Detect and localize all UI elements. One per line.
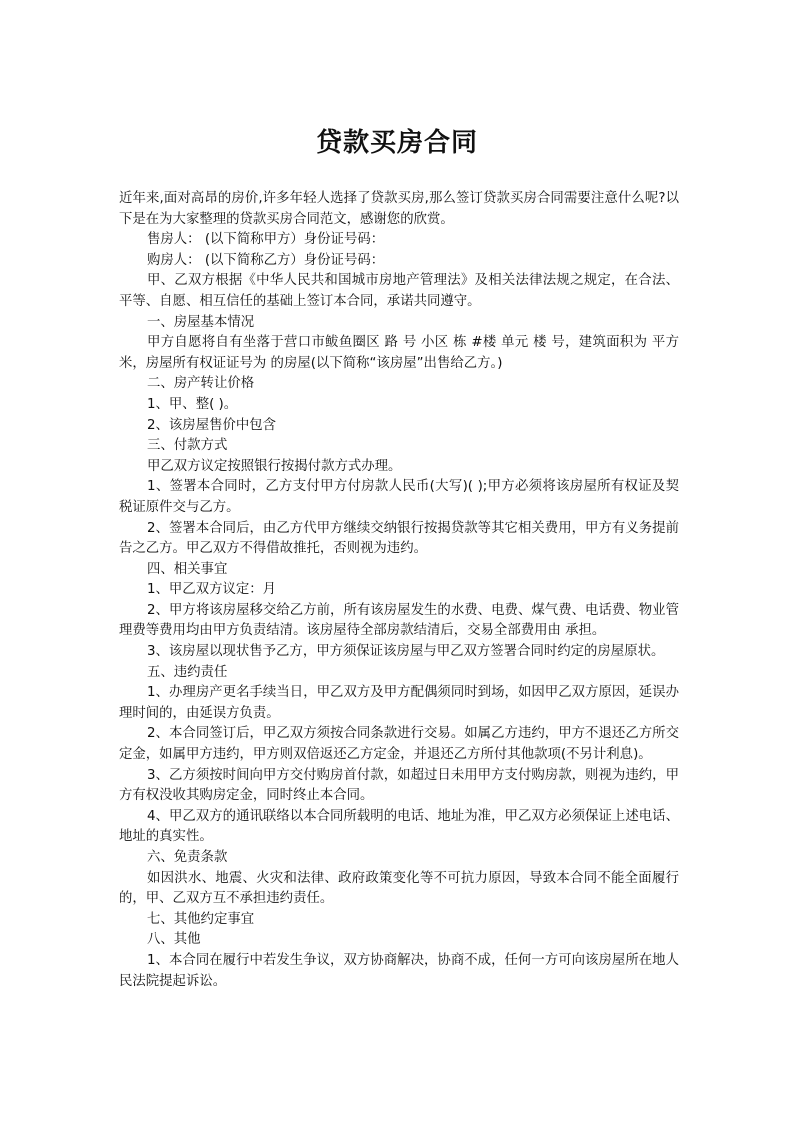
document-body: [119, 189, 679, 992]
paragraph: 甲方自愿将自有坐落于营口市鲅鱼圈区 路 号 小区 栋 #楼 单元 楼 号，建筑面积为 平方米，房屋所有权证证号为 的房屋(以下简称“该房屋”出售给乙方。): [119, 335, 679, 371]
paragraph: 甲乙双方议定按照银行按揭付款方式办理。: [147, 458, 402, 474]
paragraph: 1、甲乙双方议定：月: [147, 582, 277, 598]
paragraph: 2、甲方将该房屋移交给乙方前，所有该房屋发生的水费、电费、煤气费、电话费、物业管理费等费用均由甲方负责结清。该房屋待全部房款结清后，交易全部费用由 承担。: [119, 602, 679, 639]
paragraph: 售房人： (以下简称甲方）身份证号码：: [147, 232, 385, 248]
paragraph: 1、甲、整( )。: [147, 396, 238, 412]
paragraph: 1、签署本合同时，乙方支付甲方付房款人民币(大写)( );甲方必须将该房屋所有权证及契税证原件交与乙方。: [119, 479, 679, 515]
paragraph: 购房人： (以下简称乙方）身份证号码：: [147, 252, 385, 268]
paragraph: 3、乙方须按时间向甲方交付购房首付款，如超过日未用甲方支付购房款，则视为违约，甲方有权没收其购房定金，同时终止本合同。: [119, 767, 679, 804]
paragraph: 甲、乙双方根据《中华人民共和国城市房地产管理法》及相关法律法规之规定，在合法、平等、自愿、相互信任的基础上签订本合同，承诺共同遵守。: [119, 273, 679, 309]
paragraph: 八、其他: [147, 932, 201, 948]
paragraph: 如因洪水、地震、火灾和法律、政府政策变化等不可抗力原因，导致本合同不能全面履行的，甲、乙双方互不承担违约责任。: [119, 870, 679, 907]
paragraph: 2、签署本合同后，由乙方代甲方继续交纳银行按揭贷款等其它相关费用，甲方有义务提前告之乙方。甲乙双方不得借故推托，否则视为违约。: [119, 520, 679, 557]
paragraph: 2、该房屋售价中包含: [147, 417, 277, 433]
paragraph: 三、付款方式: [147, 438, 228, 454]
paragraph: 4、甲乙双方的通讯联络以本合同所载明的电话、地址为准，甲乙双方必须保证上述电话、地址的真实性。: [119, 808, 679, 845]
paragraph: 1、办理房产更名手续当日，甲乙双方及甲方配偶须同时到场，如因甲乙双方原因，延误办理时间的，由延误方负责。: [119, 685, 679, 721]
paragraph: 六、免责条款: [147, 850, 228, 865]
paragraph: 近年来,面对高昂的房价,许多年轻人选择了贷款买房,那么签订贷款买房合同需要注意什么呢?以下是在为大家整理的贷款买房合同范文，感谢您的欣赏。: [119, 191, 679, 227]
paragraph: 一、房屋基本情况: [147, 314, 255, 330]
paragraph: 1、本合同在履行中若发生争议，双方协商解决，协商不成，任何一方可向该房屋所在地人民法院提起诉讼。: [119, 952, 679, 989]
paragraph: 二、房产转让价格: [147, 376, 255, 392]
paragraph: 五、违约责任: [147, 664, 228, 680]
document-title: 贷款买房合同: [315, 128, 478, 158]
paragraph: 七、其他约定事宜: [147, 911, 255, 927]
paragraph: 3、该房屋以现状售予乙方，甲方须保证该房屋与甲乙双方签署合同时约定的房屋原状。: [147, 644, 665, 660]
paragraph: 四、相关事宜: [147, 561, 228, 577]
paragraph: 2、本合同签订后，甲乙双方须按合同条款进行交易。如属乙方违约，甲方不退还乙方所交定金，如属甲方违约，甲方则双倍返还乙方定金，并退还乙方所付其他款项(不另计利息)。: [119, 726, 679, 763]
